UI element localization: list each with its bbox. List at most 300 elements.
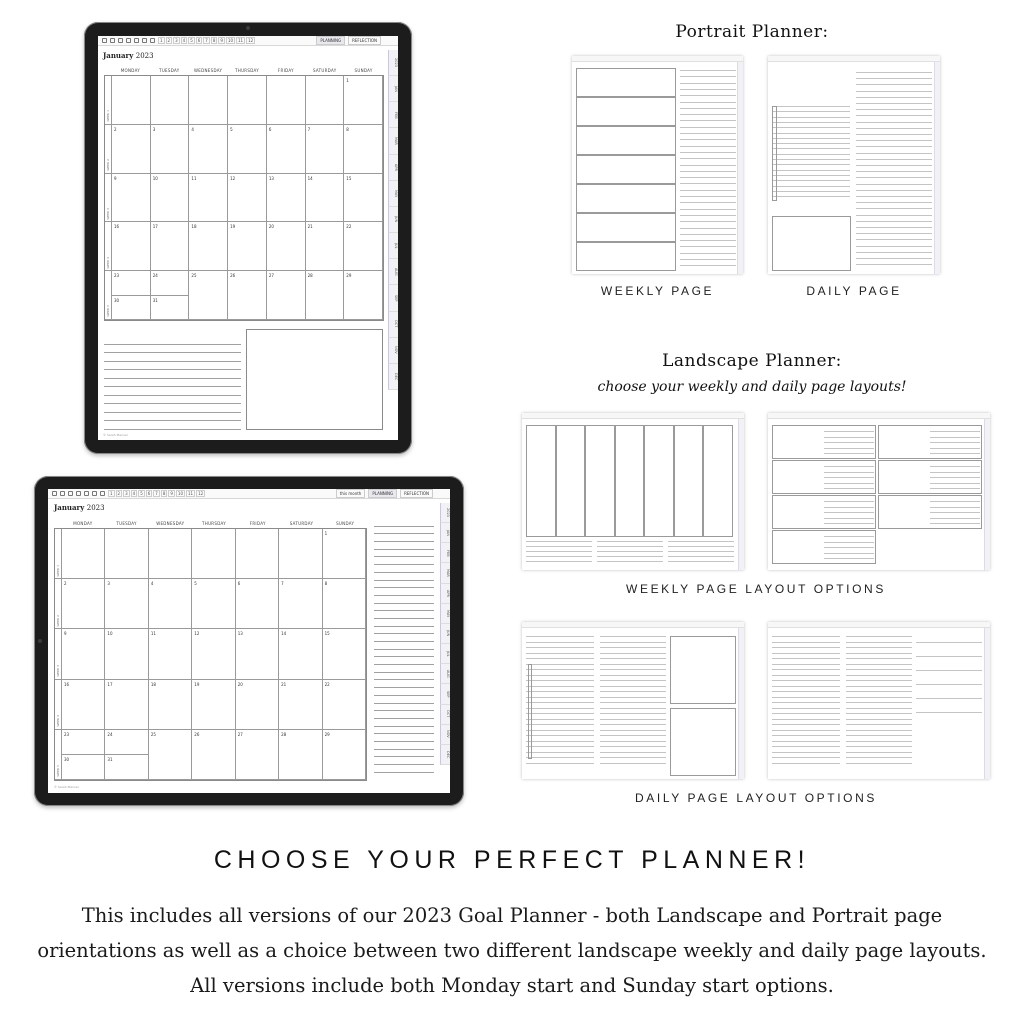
ruled-line (600, 653, 666, 654)
ruled-line (526, 735, 594, 736)
day-cell[interactable] (228, 125, 267, 174)
day-cell[interactable] (105, 629, 148, 679)
day-cell[interactable] (306, 174, 345, 223)
ruled-line (772, 697, 840, 698)
day-cell[interactable] (267, 222, 306, 271)
description-text: This includes all versions of our 2023 Goal Planner - both Landscape and Portrait page orientations as well as a choice between two different landscape weekly and daily page layouts. All versions include both Monday start and Sunday start options. (37, 904, 987, 997)
weekday-header (61, 521, 367, 526)
day-cell[interactable] (344, 125, 383, 174)
month-number-tab[interactable]: 1 (160, 38, 163, 43)
day-number: 15 (324, 631, 330, 637)
ruled-line (374, 581, 434, 589)
day-cell[interactable] (105, 579, 148, 629)
undo-icon[interactable] (102, 38, 107, 43)
ruled-line (104, 396, 241, 405)
week-label (55, 629, 62, 679)
day-cell[interactable] (62, 680, 105, 730)
day-cell[interactable] (112, 76, 151, 125)
ruled-line (772, 154, 850, 155)
month-number-tab[interactable]: 10 (227, 38, 234, 43)
week-label-text: WEEK 3 (106, 207, 110, 220)
ruled-line (846, 675, 912, 676)
overflow-day-cell[interactable] (105, 754, 147, 779)
thumb-month-rail (737, 62, 743, 274)
ruled-line (680, 259, 736, 260)
landscape-screen (48, 489, 450, 793)
weekday-label: WEDNESDAY (194, 68, 223, 73)
month-tab[interactable]: 2023 (440, 503, 450, 523)
target-icon[interactable] (142, 38, 147, 43)
day-cell[interactable] (279, 730, 322, 780)
ruled-line (526, 719, 594, 720)
ruled-line (597, 551, 663, 552)
thumb-toolbar (522, 413, 744, 419)
ruled-line (772, 664, 840, 665)
day-cell[interactable] (323, 680, 366, 730)
ruled-line (930, 518, 980, 519)
ruled-line (526, 724, 594, 725)
ruled-line (916, 684, 982, 685)
day-cell[interactable] (62, 629, 105, 679)
bookmark-icon[interactable] (150, 38, 155, 43)
month-number-tab[interactable]: 11 (238, 38, 244, 43)
ruled-line (930, 507, 980, 508)
day-cell[interactable] (151, 222, 190, 271)
day-cell[interactable] (236, 629, 279, 679)
day-number: 25 (191, 273, 197, 279)
home-icon[interactable] (118, 38, 123, 43)
day-cell[interactable] (105, 730, 148, 780)
day-cell[interactable] (306, 76, 345, 125)
ruled-line (600, 680, 666, 681)
day-cell[interactable] (192, 730, 235, 780)
ruled-line (374, 596, 434, 604)
ruled-line (856, 165, 932, 166)
day-cell[interactable] (149, 680, 192, 730)
overflow-day-cell[interactable] (112, 295, 150, 319)
day-number: 20 (237, 681, 243, 687)
day-cell[interactable] (62, 579, 105, 629)
thumb-month-rail (738, 419, 744, 570)
ruled-line (374, 534, 434, 542)
ruled-line (846, 752, 912, 753)
month-number-tab[interactable]: 1 (110, 491, 113, 496)
ruled-line (930, 472, 980, 473)
ruled-line (680, 114, 736, 115)
redo-icon[interactable] (60, 491, 65, 496)
day-cell[interactable] (151, 271, 190, 320)
day-cell[interactable] (151, 174, 190, 223)
day-cell[interactable] (105, 680, 148, 730)
day-cell[interactable] (112, 271, 151, 320)
ruled-line (600, 664, 666, 665)
day-cell[interactable] (62, 529, 105, 579)
day-cell[interactable] (279, 629, 322, 679)
day-number: 2 (64, 581, 67, 587)
month-number-tab[interactable]: 11 (188, 491, 194, 496)
ruled-line (680, 265, 736, 266)
month-number-tab[interactable]: 5 (190, 38, 193, 43)
month-number-tab[interactable]: 10 (177, 491, 184, 496)
month-number-tab[interactable]: 5 (140, 491, 143, 496)
month-tab[interactable]: APR (388, 155, 398, 181)
weekday-label: SUNDAY (336, 521, 355, 526)
undo-icon[interactable] (52, 491, 57, 496)
ruled-line (374, 727, 434, 735)
ruled-line (374, 688, 434, 696)
day-cell[interactable] (228, 174, 267, 223)
tab-planning[interactable]: PLANNING (368, 489, 397, 498)
ruled-line (856, 246, 932, 247)
ruled-line (680, 221, 736, 222)
day-number: 7 (307, 126, 311, 132)
day-cell[interactable] (323, 629, 366, 679)
day-cell[interactable] (189, 76, 228, 125)
day-cell[interactable] (228, 76, 267, 125)
month-number-tab[interactable]: 9 (170, 491, 173, 496)
day-cell[interactable] (236, 529, 279, 579)
ruled-line (526, 686, 594, 687)
day-cell[interactable] (279, 680, 322, 730)
portrait-tablet (84, 22, 412, 454)
day-number: 22 (324, 681, 330, 687)
day-cell[interactable] (149, 579, 192, 629)
day-number: 17 (107, 681, 113, 687)
ruled-line (680, 83, 736, 84)
ruled-line (772, 647, 840, 648)
month-tab[interactable]: JAN (440, 523, 450, 543)
ruled-line (772, 148, 850, 149)
day-cell[interactable] (149, 730, 192, 780)
ruled-line (772, 191, 850, 192)
weekday-label: THURSDAY (235, 68, 259, 73)
thumb-month-rail (984, 628, 990, 779)
day-cell[interactable] (267, 76, 306, 125)
day-cell[interactable] (344, 174, 383, 223)
month-number-tab[interactable]: 4 (132, 491, 136, 496)
ruled-line (772, 106, 850, 107)
portrait-daily-thumb (768, 56, 940, 274)
day-number: 30 (64, 757, 70, 763)
notes-icon[interactable] (84, 491, 89, 496)
ruled-line (600, 719, 666, 720)
day-cell[interactable] (105, 529, 148, 579)
week-label-text: WEEK 2 (106, 159, 110, 171)
month-number-tab[interactable]: 8 (162, 491, 166, 496)
ruled-line (772, 686, 840, 687)
ruled-line (930, 501, 980, 502)
day-cell[interactable] (151, 76, 190, 125)
month-tab[interactable]: OCT (440, 705, 450, 725)
day-cell[interactable] (112, 174, 151, 223)
ruled-line (600, 647, 666, 648)
brand-mark: © Sarah Planner (103, 433, 128, 437)
day-block (576, 126, 676, 155)
day-cell[interactable] (189, 222, 228, 271)
day-cell[interactable] (279, 579, 322, 629)
day-number: 1 (346, 78, 349, 83)
day-number: 1 (324, 531, 328, 536)
day-number: 21 (307, 224, 313, 230)
day-number: 10 (107, 631, 113, 637)
day-cell[interactable] (112, 222, 151, 271)
portrait-weekly-thumb (572, 56, 743, 274)
ruled-line (526, 746, 594, 747)
day-column (556, 425, 586, 537)
month-tab[interactable]: JUL (388, 233, 398, 259)
month-tab[interactable]: FEB (440, 543, 450, 563)
ruled-line (374, 711, 434, 719)
ruled-line (930, 488, 980, 489)
month-tab[interactable]: DEC (388, 364, 398, 390)
ruled-line (772, 653, 840, 654)
month-number-tab[interactable]: 7 (155, 491, 158, 496)
ruled-line (600, 708, 666, 709)
day-cell[interactable] (189, 271, 228, 320)
ruled-line (930, 512, 980, 513)
ruled-line (680, 158, 736, 159)
ruled-line (526, 757, 594, 758)
ruled-line (680, 102, 736, 103)
home-icon[interactable] (68, 491, 73, 496)
day-cell[interactable] (236, 730, 279, 780)
day-cell[interactable] (192, 579, 235, 629)
ruled-line (846, 686, 912, 687)
month-number-tab[interactable]: 9 (220, 38, 223, 43)
ruled-line (526, 669, 594, 670)
day-cell[interactable] (267, 174, 306, 223)
ruled-line (856, 91, 932, 92)
ruled-line (824, 483, 874, 484)
bookmark-icon[interactable] (100, 491, 105, 496)
tab-reflection[interactable]: REFLECTION (348, 36, 381, 45)
ruled-line (846, 680, 912, 681)
ruled-line (104, 404, 241, 413)
ruled-line (526, 653, 594, 654)
day-cell[interactable] (306, 125, 345, 174)
day-cell[interactable] (306, 271, 345, 320)
month-number-tab[interactable]: 2 (117, 491, 121, 496)
month-tab[interactable]: FEB (388, 102, 398, 128)
ruled-line (846, 746, 912, 747)
day-number: 27 (237, 731, 243, 737)
month-tab[interactable]: JUL (440, 644, 450, 664)
day-cell[interactable] (112, 125, 151, 174)
page-title (54, 503, 105, 512)
month-tab[interactable]: MAY (440, 604, 450, 624)
day-cell[interactable] (323, 579, 366, 629)
day-cell[interactable] (151, 125, 190, 174)
ruled-line (930, 437, 980, 438)
day-number: 3 (107, 581, 110, 587)
day-cell[interactable] (306, 222, 345, 271)
ruled-line (824, 472, 874, 473)
month-tab[interactable]: AUG (388, 259, 398, 285)
day-cell[interactable] (344, 222, 383, 271)
month-tab[interactable]: SEP (440, 684, 450, 704)
redo-icon[interactable] (110, 38, 115, 43)
ruled-line (772, 186, 850, 187)
ruled-line (600, 752, 666, 753)
month-tab[interactable]: JUN (388, 207, 398, 233)
calendar-icon[interactable] (126, 38, 131, 43)
tab-planning[interactable]: PLANNING (316, 36, 345, 45)
ruled-line (772, 133, 850, 134)
calendar-icon[interactable] (76, 491, 81, 496)
weekday-label: THURSDAY (202, 521, 226, 526)
ruled-line (856, 140, 932, 141)
ruled-line (374, 619, 434, 627)
ruled-line (680, 133, 736, 134)
day-number: 23 (64, 731, 70, 737)
week-label (55, 730, 62, 780)
checkbox-column (772, 106, 777, 201)
ruled-line (856, 190, 932, 191)
day-cell[interactable] (62, 730, 105, 780)
day-cell[interactable] (267, 271, 306, 320)
ruled-line (374, 565, 434, 573)
month-tab[interactable]: DEC (440, 745, 450, 765)
month-tab[interactable]: APR (440, 584, 450, 604)
day-cell[interactable] (149, 529, 192, 579)
month-number-tab[interactable]: 2 (167, 38, 171, 43)
ruled-line (600, 735, 666, 736)
ruled-line (526, 658, 594, 659)
day-number: 11 (191, 175, 197, 181)
notes-icon[interactable] (134, 38, 139, 43)
ruled-line (526, 752, 594, 753)
ruled-line (600, 713, 666, 714)
month-number-tab[interactable]: 6 (147, 491, 151, 496)
month-tab[interactable]: SEP (388, 285, 398, 311)
toolbar (48, 489, 450, 499)
notes-lines (374, 519, 434, 773)
month-number-tab[interactable]: 12 (198, 491, 204, 496)
month-tab[interactable]: MAY (388, 181, 398, 207)
day-cell[interactable] (192, 529, 235, 579)
day-cell[interactable] (323, 529, 366, 579)
ruled-line (824, 477, 874, 478)
landscape-heading: Landscape Planner: (662, 351, 842, 371)
day-cell[interactable] (344, 76, 383, 125)
day-cell[interactable] (267, 125, 306, 174)
month-tab[interactable]: AUG (440, 664, 450, 684)
month-number-tab[interactable]: 3 (175, 38, 178, 43)
day-cell[interactable] (189, 174, 228, 223)
week-label-text: WEEK 1 (106, 110, 110, 122)
ruled-line (846, 664, 912, 665)
ruled-line (374, 650, 434, 658)
day-cell[interactable] (228, 222, 267, 271)
day-column (644, 425, 674, 537)
day-cell[interactable] (192, 680, 235, 730)
month-tab[interactable]: MAR (388, 128, 398, 154)
ruled-line (772, 752, 840, 753)
ruled-line (916, 712, 982, 713)
month-number-tab[interactable]: 8 (212, 38, 216, 43)
landscape-daily-caption: DAILY PAGE LAYOUT OPTIONS (635, 791, 877, 805)
day-number: 17 (152, 224, 158, 230)
ruled-line (772, 675, 840, 676)
month-tab[interactable]: JAN (388, 76, 398, 102)
month-tab[interactable]: NOV (440, 725, 450, 745)
month-tab[interactable]: MAR (440, 563, 450, 583)
overflow-day-cell[interactable] (62, 754, 104, 779)
weekday-label: SATURDAY (289, 521, 314, 526)
ruled-line (916, 670, 982, 671)
day-number: 28 (307, 273, 313, 279)
ruled-line (772, 117, 850, 118)
banner-title: CHOOSE YOUR PERFECT PLANNER! (213, 846, 811, 874)
month-number-tab[interactable]: 4 (182, 38, 186, 43)
month-number-tab[interactable]: 3 (125, 491, 128, 496)
landscape-daily-thumb-a (522, 622, 744, 779)
day-number: 6 (237, 581, 241, 587)
day-number: 13 (268, 175, 274, 181)
overflow-day-cell[interactable] (151, 295, 189, 319)
ruled-line (597, 541, 663, 542)
day-cell[interactable] (228, 271, 267, 320)
ruled-line (526, 647, 594, 648)
tab-this-month[interactable]: this month (336, 489, 366, 498)
ruled-line (600, 675, 666, 676)
day-cell[interactable] (192, 629, 235, 679)
week-label-text: WEEK 5 (56, 765, 60, 777)
day-number: 26 (230, 273, 236, 279)
week-label (105, 174, 112, 223)
ruled-line (856, 184, 932, 185)
ruled-line (856, 215, 932, 216)
day-cell[interactable] (236, 579, 279, 629)
ruled-line (856, 153, 932, 154)
ruled-line (526, 664, 594, 665)
ruled-line (374, 634, 434, 642)
day-number: 14 (307, 175, 313, 181)
month-tab[interactable]: NOV (388, 338, 398, 364)
day-cell[interactable] (236, 680, 279, 730)
week-label-text: WEEK 4 (106, 256, 110, 269)
day-cell[interactable] (149, 629, 192, 679)
month-tab[interactable]: JUN (440, 624, 450, 644)
ruled-line (772, 757, 840, 758)
ruled-line (856, 72, 932, 73)
day-cell[interactable] (279, 529, 322, 579)
tab-reflection[interactable]: REFLECTION (400, 489, 433, 498)
thumb-toolbar (572, 56, 743, 62)
day-cell[interactable] (323, 730, 366, 780)
ruled-line (526, 730, 594, 731)
ruled-line (846, 669, 912, 670)
month-tab[interactable]: 2023 (388, 50, 398, 76)
ruled-line (856, 239, 932, 240)
day-block (576, 242, 676, 271)
day-cell[interactable] (189, 125, 228, 174)
ruled-line (930, 431, 980, 432)
month-tab[interactable]: OCT (388, 312, 398, 338)
day-number: 9 (64, 631, 67, 637)
ruled-line (526, 763, 594, 764)
month-number-tab[interactable]: 12 (248, 38, 254, 43)
month-number-tabs (108, 490, 205, 497)
ruled-line (680, 234, 736, 235)
ruled-line (526, 708, 594, 709)
week-label (55, 579, 62, 629)
weekday-label: FRIDAY (249, 521, 266, 526)
target-icon[interactable] (92, 491, 97, 496)
month-number-tab[interactable]: 7 (205, 38, 208, 43)
day-cell[interactable] (344, 271, 383, 320)
month-number-tab[interactable]: 6 (197, 38, 201, 43)
